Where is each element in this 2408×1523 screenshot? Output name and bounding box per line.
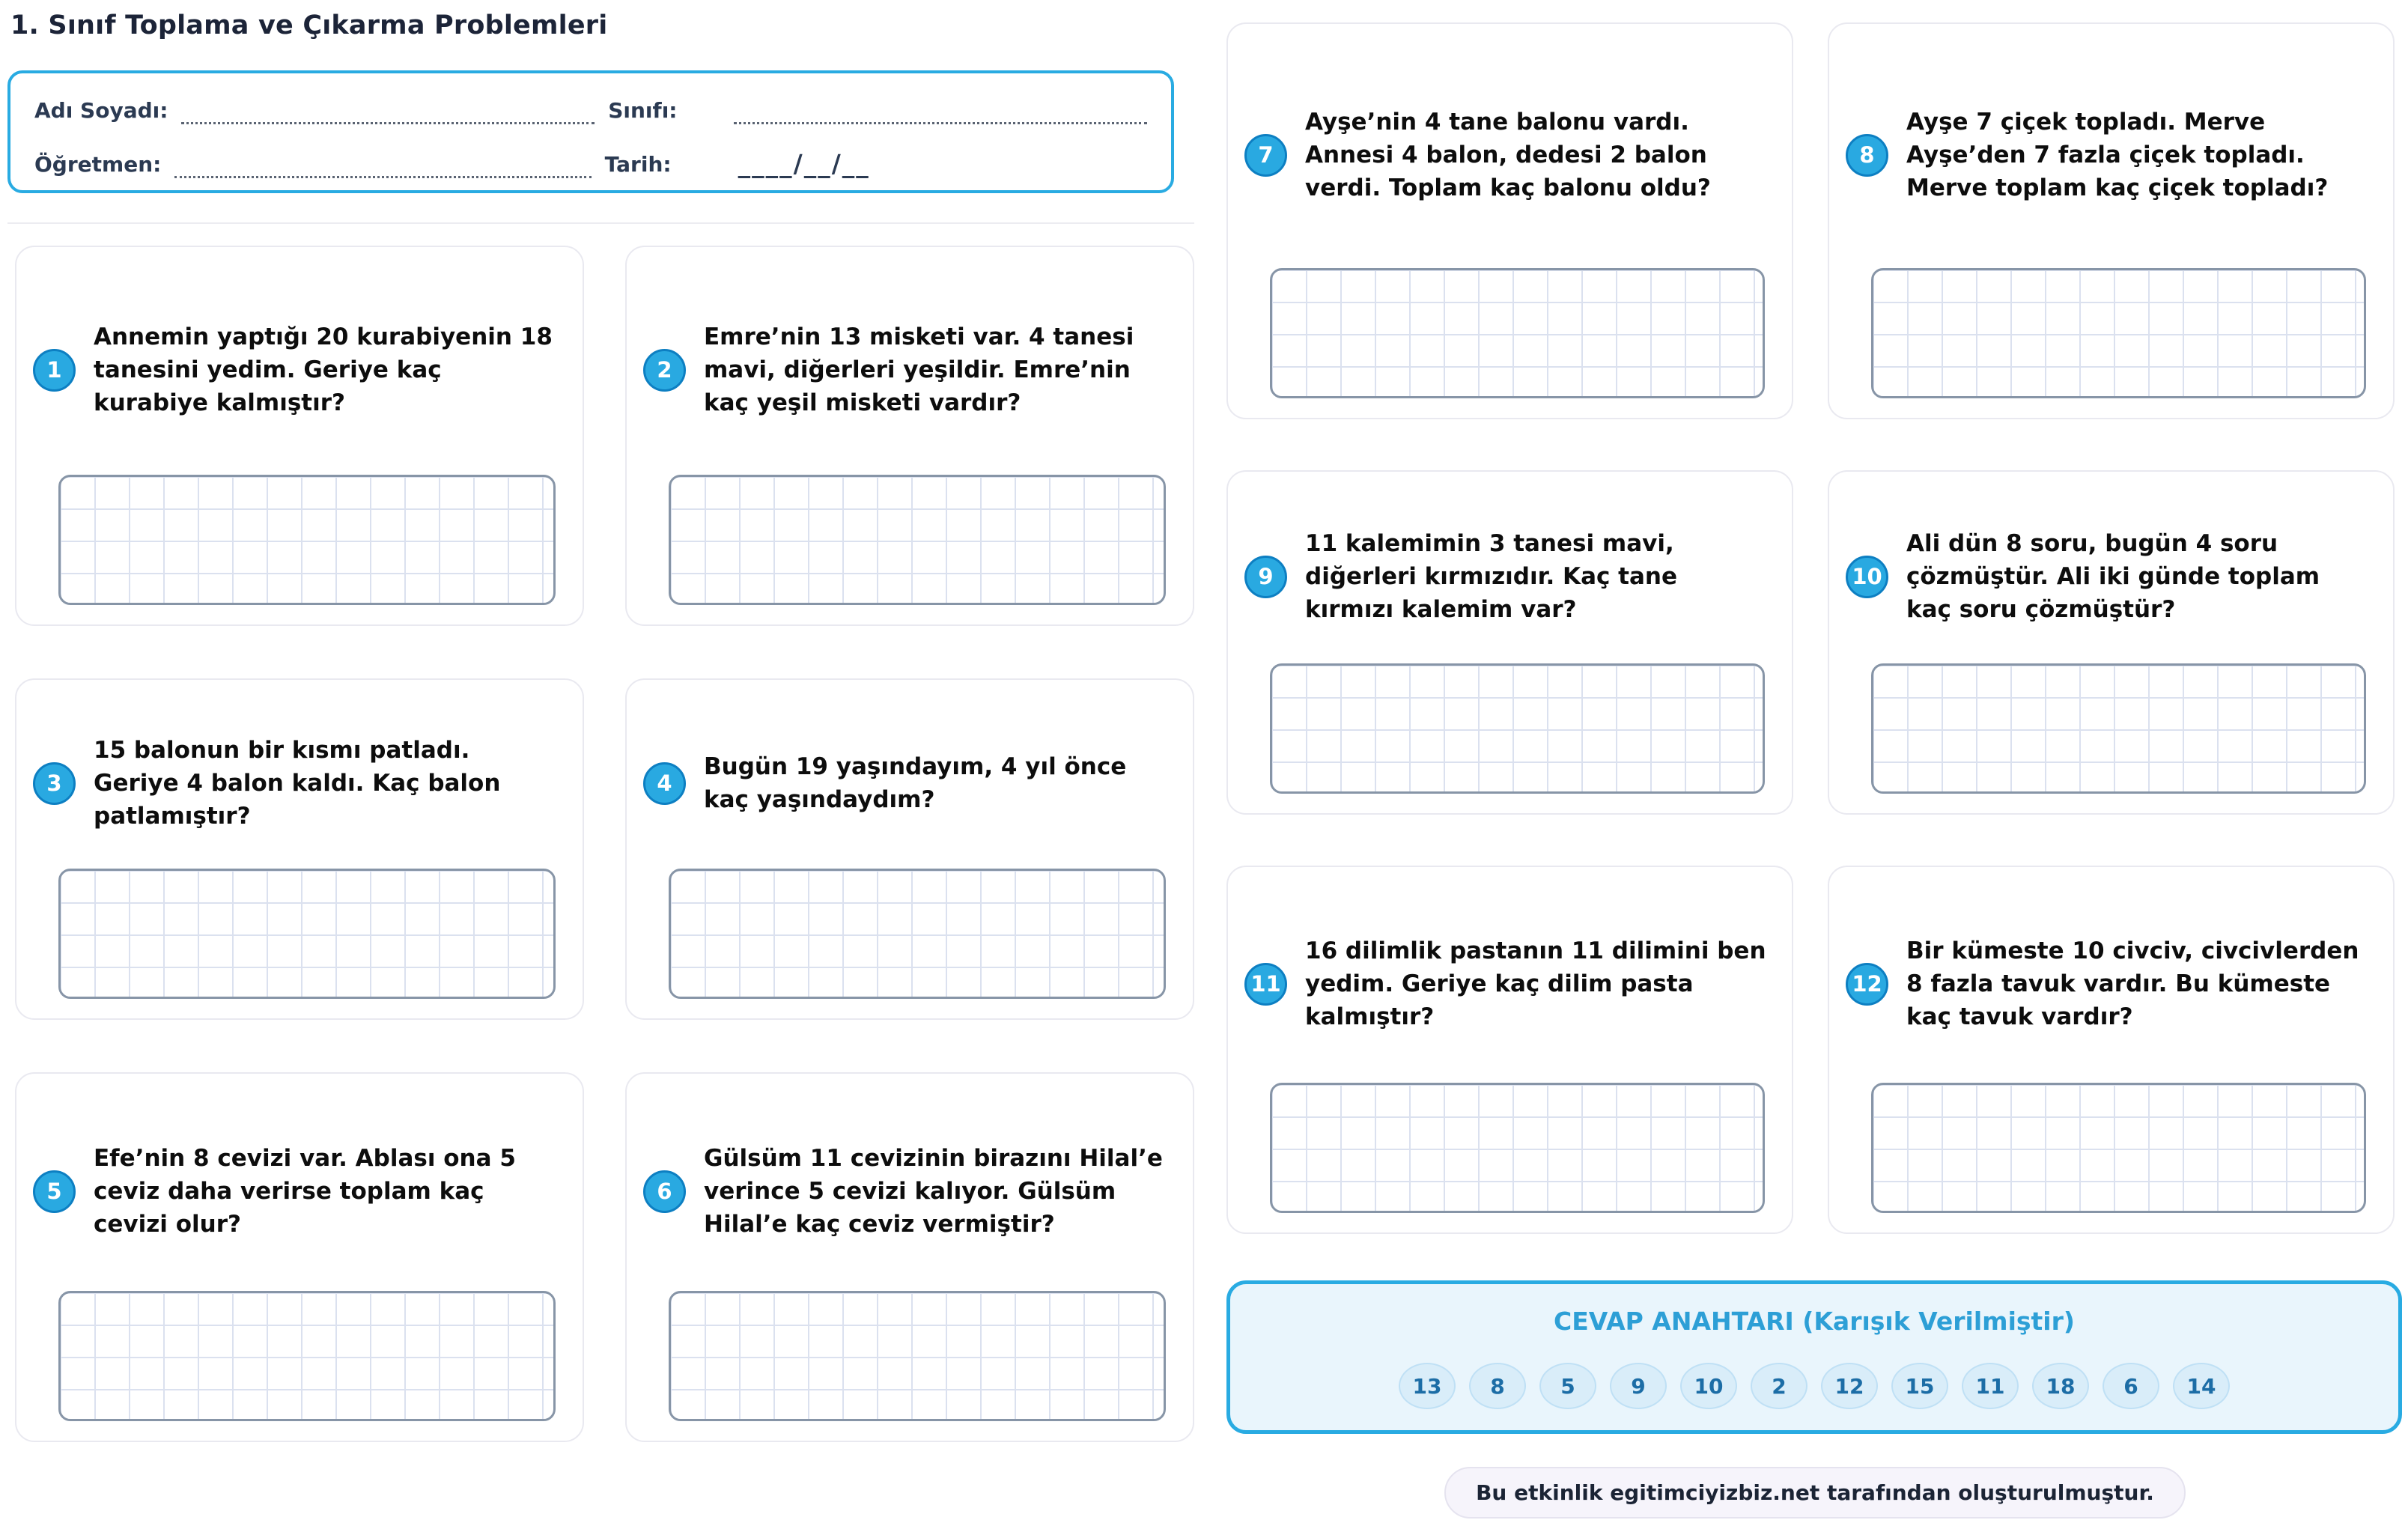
problem-card-10 [1828,470,2395,815]
problem-card-9 [1226,470,1793,815]
class-fill-line[interactable] [734,99,1147,124]
answer-grid-area-9[interactable] [1270,663,1765,794]
answer-chip: 14 [2173,1363,2230,1409]
answer-grid-area-11[interactable] [1270,1083,1765,1213]
problem-number-badge: 4 [643,762,686,805]
problem-card-2 [625,246,1194,626]
problem-card-12 [1828,866,2395,1234]
form-row-1 [34,91,1147,124]
problem-text: Efe’nin 8 cevizi var. Ablası ona 5 ceviz daha verirse toplam kaç cevizi olur? [94,1144,516,1238]
answer-key-title: CEVAP ANAHTARI (Karışık Verilmiştir) [1554,1307,2075,1336]
answer-grid-area-4[interactable] [669,869,1166,999]
answer-grid-area-6[interactable] [669,1291,1166,1421]
problem-text: Emre’nin 13 misketi var. 4 tanesi mavi, diğerleri yeşildir. Emre’nin kaç yeşil misketi vardır? [704,323,1134,416]
answer-grid-area-12[interactable] [1871,1083,2366,1213]
name-fill-line[interactable] [181,99,595,124]
student-info-form [7,70,1174,193]
right-column [1226,22,2404,1519]
answer-chip: 18 [2032,1363,2089,1409]
answer-grid-area-3[interactable] [58,869,556,999]
problems-grid-left [15,246,1194,1442]
problem-card-6 [625,1072,1194,1442]
problem-text: Gülsüm 11 cevizinin birazını Hilal’e verince 5 cevizi kalıyor. Gülsüm Hilal’e kaç ceviz vermiştir? [704,1144,1163,1238]
answer-chip: 9 [1610,1363,1667,1409]
answer-chip: 12 [1821,1363,1878,1409]
answer-chip: 15 [1891,1363,1948,1409]
problem-number-badge: 9 [1244,556,1287,598]
problem-text: Ali dün 8 soru, bugün 4 soru çözmüştür. Ali iki günde toplam kaç soru çözmüştür? [1906,529,2320,623]
teacher-label: Öğretmen: [34,152,162,177]
answer-chip: 5 [1539,1363,1596,1409]
problem-card-4 [625,678,1194,1020]
problem-number-badge: 8 [1846,134,1888,177]
problem-number-badge: 5 [33,1170,76,1213]
date-placeholder[interactable]: ____/__/__ [738,149,870,178]
problem-number-badge: 10 [1846,556,1888,598]
problem-number-badge: 6 [643,1170,686,1213]
problem-number-badge: 1 [33,349,76,392]
name-label: Adı Soyadı: [34,98,168,123]
problem-number-badge: 7 [1244,134,1287,177]
problem-card-7 [1226,22,1793,419]
answer-grid-area-1[interactable] [58,475,556,605]
footer [1226,1467,2404,1519]
answer-grid-area-7[interactable] [1270,268,1765,398]
teacher-fill-line[interactable] [174,153,591,178]
class-label: Sınıfı: [608,98,678,123]
problem-text: Annemin yaptığı 20 kurabiyenin 18 tanesini yedim. Geriye kaç kurabiye kalmıştır? [94,323,553,416]
answer-chip: 8 [1469,1363,1526,1409]
answer-chip: 11 [1962,1363,2019,1409]
answer-chip: 2 [1751,1363,1807,1409]
answer-chip: 10 [1680,1363,1737,1409]
problem-text: 11 kalemimin 3 tanesi mavi, diğerleri kırmızıdır. Kaç tane kırmızı kalemim var? [1305,529,1677,623]
answer-grid-area-2[interactable] [669,475,1166,605]
answer-chip: 6 [2103,1363,2159,1409]
problem-text: 16 dilimlik pastanın 11 dilimini ben yedim. Geriye kaç dilim pasta kalmıştır? [1305,937,1766,1030]
date-label: Tarih: [604,152,672,177]
answer-chips [1245,1363,2383,1409]
problem-text: Bir kümeste 10 civciv, civcivlerden 8 fazla tavuk vardır. Bu kümeste kaç tavuk vardır? [1906,937,2359,1030]
problem-text: Ayşe’nin 4 tane balonu vardı. Annesi 4 balon, dedesi 2 balon verdi. Toplam kaç balonu oldu? [1305,108,1711,201]
problem-text: Ayşe 7 çiçek topladı. Merve Ayşe’den 7 fazla çiçek topladı. Merve toplam kaç çiçek topladı? [1906,108,2329,201]
problem-text: 15 balonun bir kısmı patladı. Geriye 4 balon kaldı. Kaç balon patlamıştır? [94,736,501,830]
left-column [7,7,1187,1238]
answer-grid-area-10[interactable] [1871,663,2366,794]
problem-card-1 [15,246,584,626]
problem-card-11 [1226,866,1793,1234]
problem-card-3 [15,678,584,1020]
header-divider [7,222,1194,224]
problem-number-badge: 11 [1244,963,1287,1006]
answer-grid-area-8[interactable] [1871,268,2366,398]
problem-card-5 [15,1072,584,1442]
problem-number-badge: 3 [33,762,76,805]
form-row-2 [34,145,1147,178]
answer-chip: 13 [1399,1363,1456,1409]
problem-number-badge: 2 [643,349,686,392]
problems-grid-right [1226,22,2404,1234]
answer-key-box [1226,1280,2402,1434]
problem-number-badge: 12 [1846,963,1888,1006]
problem-card-8 [1828,22,2395,419]
problem-text: Bugün 19 yaşındayım, 4 yıl önce kaç yaşındaydım? [704,753,1127,813]
footer-credit: Bu etkinlik egitimciyizbiz.net tarafından oluşturulmuştur. [1444,1467,2186,1519]
answer-grid-area-5[interactable] [58,1291,556,1421]
page-title: 1. Sınıf Toplama ve Çıkarma Problemleri [10,10,608,40]
